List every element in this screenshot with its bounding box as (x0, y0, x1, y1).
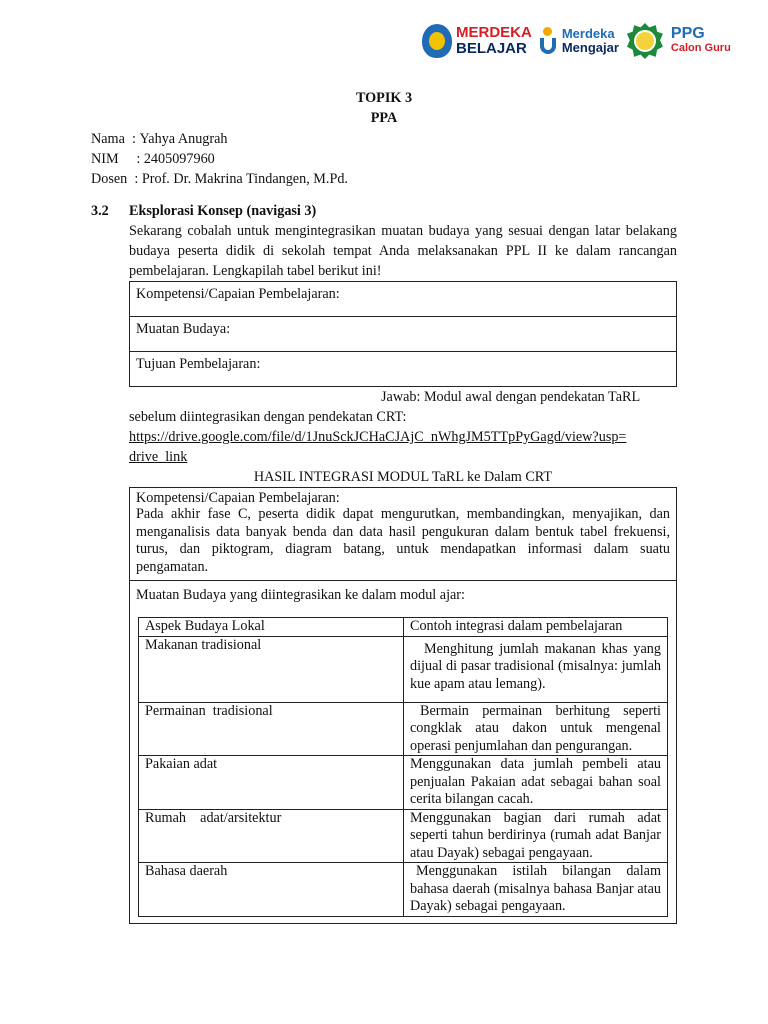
row-aspect: Rumah adat/arsitektur (139, 809, 404, 863)
result-table (129, 487, 677, 924)
table-row (139, 636, 668, 702)
drive-link-continued[interactable]: drive_link (129, 449, 188, 465)
merdeka-mengajar-icon (540, 27, 558, 55)
answer-line1: Jawab: Modul awal dengan pendekatan TaRL (381, 389, 641, 405)
culture-table-header (139, 618, 668, 637)
row-aspect: Bahasa daerah (139, 863, 404, 917)
table-row (139, 809, 668, 863)
doc-subtitle: PPA (370, 110, 398, 126)
culture-table (138, 617, 668, 917)
tut-wuri-emblem-icon (422, 24, 452, 58)
identity-value: Prof. Dr. Makrina Tindangen, M.Pd. (141, 171, 348, 187)
logo-merdeka-text: MERDEKA (456, 24, 532, 41)
form-table (129, 281, 677, 387)
identity-block (91, 129, 677, 189)
row-aspect: Permainan tradisional (139, 702, 404, 756)
identity-value: Yahya Anugrah (139, 131, 228, 147)
result-muatan-label: Muatan Budaya yang diintegrasikan ke dalam modul ajar: (136, 587, 465, 603)
table-row (139, 756, 668, 810)
identity-sep: : (124, 131, 140, 147)
row-aspect: Pakaian adat (139, 756, 404, 810)
result-cp-label: Kompetensi/Capaian Pembelajaran: (136, 490, 340, 506)
header-aspect: Aspek Budaya Lokal (139, 618, 404, 637)
identity-label: NIM (91, 151, 119, 167)
row-example: Menggunakan istilah bilangan dalam bahasa daerah (misalnya bahasa Banjar atau Dayak) sebagai pengayaan. (404, 863, 668, 917)
result-cp-cell (130, 488, 677, 581)
answer-block (129, 387, 677, 467)
logo-belajar-text: BELAJAR (456, 40, 527, 57)
table-row (139, 863, 668, 917)
row-example: Bermain permainan berhitung seperti congklak atau dakon untuk mengenal operasi penjumlahan dan pengurangan. (404, 702, 668, 756)
result-title: HASIL INTEGRASI MODUL TaRL ke Dalam CRT (253, 469, 553, 485)
row-aspect: Makanan tradisional (139, 636, 404, 702)
identity-row (91, 169, 677, 189)
section-heading (91, 201, 677, 221)
drive-link[interactable]: https://drive.google.com/file/d/1JnuSckJCHaCJAjC_nWhgJM5TTpPyGagd/view?usp= (129, 429, 627, 445)
logo-ppg (627, 23, 731, 59)
university-emblem-icon (627, 23, 663, 59)
table-row (139, 702, 668, 756)
doc-title: TOPIK 3 (355, 90, 413, 106)
logo-mm-line2: Mengajar (561, 40, 619, 55)
logo-mm-line1: Merdeka (561, 26, 615, 41)
row-example: Menggunakan data jumlah pembeli atau penjualan Pakaian adat sebagai bahan soal cerita bilangan cacah. (404, 756, 668, 810)
identity-sep: : (118, 151, 144, 167)
identity-label: Dosen (91, 171, 128, 187)
identity-label: Nama (91, 131, 125, 147)
form-cell-culture: Muatan Budaya: (130, 317, 677, 352)
form-cell-competence: Kompetensi/Capaian Pembelajaran: (130, 282, 677, 317)
answer-line2: sebelum diintegrasikan dengan pendekatan CRT: (129, 409, 407, 425)
form-cell-objective: Tujuan Pembelajaran: (130, 352, 677, 387)
logo-merdeka-mengajar (540, 27, 619, 55)
identity-row (91, 149, 677, 169)
row-example: Menghitung jumlah makanan khas yang dijual di pasar tradisional (misalnya: jumlah kue apam atau lemang). (404, 636, 668, 702)
result-cp-text: Pada akhir fase C, peserta didik dapat mengurutkan, membandingkan, menyajikan, dan menganalisis data banyak benda dan data hasil pengukuran dalam bentuk tabel frekuensi, turus, dan piktogram, diagram batang, untuk mendapatkan informasi dalam suatu pengamatan. (136, 506, 670, 575)
logo-merdeka-belajar (422, 24, 532, 58)
section-number: 3.2 (91, 203, 109, 219)
section-paragraph: Sekarang cobalah untuk mengintegrasikan muatan budaya yang sesuai dengan latar belakang budaya peserta didik di sekolah tempat Anda melaksanakan PPL II ke dalam rancangan pembelajaran. Lengkapilah tabel berikut ini! (129, 223, 677, 279)
identity-value: 2405097960 (143, 151, 215, 167)
row-example: Menggunakan bagian dari rumah adat seperti tahun berdirinya (rumah adat Banjar atau Dayak) sebagai pengayaan. (404, 809, 668, 863)
identity-row (91, 129, 677, 149)
identity-sep: : (127, 171, 142, 187)
logo-calon-guru-text: Calon Guru (670, 42, 731, 54)
result-muatan-cell (130, 581, 677, 924)
section-title: Eksplorasi Konsep (navigasi 3) (129, 203, 317, 219)
header-example: Contoh integrasi dalam pembelajaran (404, 618, 668, 637)
header-logos (422, 20, 731, 62)
document-page (91, 88, 677, 924)
logo-ppg-text: PPG (670, 25, 705, 42)
